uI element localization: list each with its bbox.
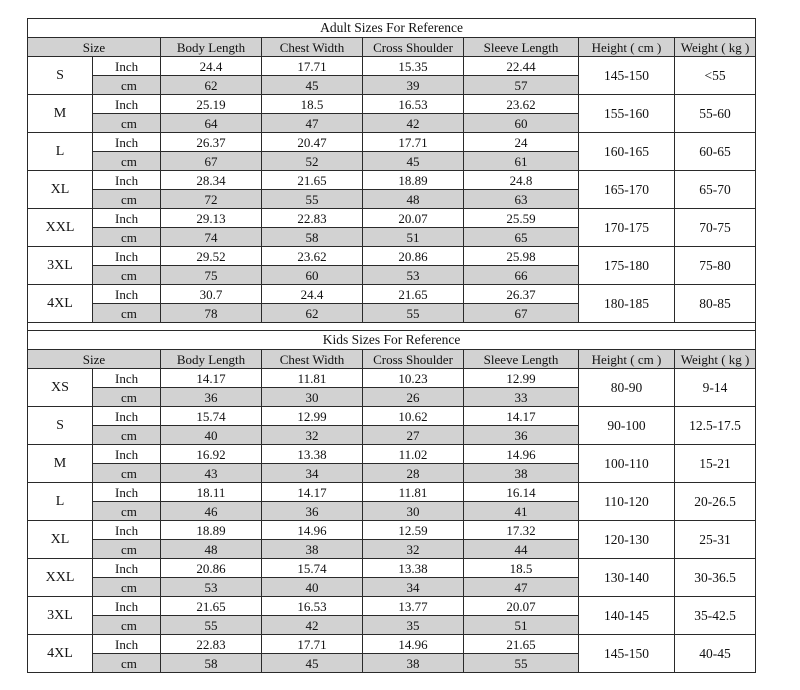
weight-range: 25-31 (675, 521, 756, 559)
unit-inch-label: Inch (93, 285, 161, 304)
inch-value: 17.71 (262, 635, 363, 654)
inch-value: 23.62 (464, 95, 579, 114)
cm-value: 36 (262, 502, 363, 521)
table-row-inch (28, 635, 756, 654)
unit-cm-label: cm (93, 426, 161, 445)
header-body-length: Body Length (161, 350, 262, 369)
cm-value: 58 (262, 228, 363, 247)
weight-range: 60-65 (675, 133, 756, 171)
cm-value: 60 (464, 114, 579, 133)
header-height: Height ( cm ) (579, 38, 675, 57)
weight-range: <55 (675, 57, 756, 95)
cm-value: 45 (262, 76, 363, 95)
cm-value: 72 (161, 190, 262, 209)
cm-value: 33 (464, 388, 579, 407)
height-range: 90-100 (579, 407, 675, 445)
cm-value: 45 (363, 152, 464, 171)
inch-value: 18.11 (161, 483, 262, 502)
size-label: M (28, 95, 93, 133)
header-size: Size (28, 38, 161, 57)
unit-cm-label: cm (93, 578, 161, 597)
inch-value: 15.74 (161, 407, 262, 426)
header-chest-width: Chest Width (262, 38, 363, 57)
cm-value: 64 (161, 114, 262, 133)
unit-cm-label: cm (93, 304, 161, 323)
inch-value: 11.81 (262, 369, 363, 388)
inch-value: 16.53 (363, 95, 464, 114)
inch-value: 29.52 (161, 247, 262, 266)
inch-value: 20.07 (363, 209, 464, 228)
cm-value: 28 (363, 464, 464, 483)
header-row (28, 350, 756, 369)
cm-value: 51 (363, 228, 464, 247)
size-label: 3XL (28, 597, 93, 635)
inch-value: 20.47 (262, 133, 363, 152)
unit-inch-label: Inch (93, 597, 161, 616)
cm-value: 47 (464, 578, 579, 597)
cm-value: 30 (262, 388, 363, 407)
height-range: 155-160 (579, 95, 675, 133)
header-cross-shoulder: Cross Shoulder (363, 350, 464, 369)
inch-value: 26.37 (464, 285, 579, 304)
inch-value: 11.02 (363, 445, 464, 464)
inch-value: 12.99 (262, 407, 363, 426)
size-label: XS (28, 369, 93, 407)
weight-range: 80-85 (675, 285, 756, 323)
unit-inch-label: Inch (93, 369, 161, 388)
cm-value: 39 (363, 76, 464, 95)
weight-range: 12.5-17.5 (675, 407, 756, 445)
inch-value: 22.83 (161, 635, 262, 654)
table-row-inch (28, 407, 756, 426)
inch-value: 16.53 (262, 597, 363, 616)
cm-value: 74 (161, 228, 262, 247)
size-label: XXL (28, 209, 93, 247)
unit-cm-label: cm (93, 502, 161, 521)
inch-value: 14.17 (262, 483, 363, 502)
inch-value: 30.7 (161, 285, 262, 304)
size-label: L (28, 483, 93, 521)
cm-value: 52 (262, 152, 363, 171)
unit-cm-label: cm (93, 540, 161, 559)
unit-inch-label: Inch (93, 95, 161, 114)
cm-value: 44 (464, 540, 579, 559)
inch-value: 13.38 (262, 445, 363, 464)
unit-inch-label: Inch (93, 171, 161, 190)
height-range: 140-145 (579, 597, 675, 635)
weight-range: 70-75 (675, 209, 756, 247)
inch-value: 26.37 (161, 133, 262, 152)
cm-value: 42 (262, 616, 363, 635)
size-label: XXL (28, 559, 93, 597)
unit-inch-label: Inch (93, 635, 161, 654)
size-label: XL (28, 521, 93, 559)
inch-value: 21.65 (262, 171, 363, 190)
cm-value: 40 (161, 426, 262, 445)
inch-value: 14.17 (464, 407, 579, 426)
header-sleeve-length: Sleeve Length (464, 350, 579, 369)
weight-range: 35-42.5 (675, 597, 756, 635)
header-body-length: Body Length (161, 38, 262, 57)
cm-value: 27 (363, 426, 464, 445)
table-row-inch (28, 597, 756, 616)
cm-value: 47 (262, 114, 363, 133)
cm-value: 55 (161, 616, 262, 635)
header-weight: Weight ( kg ) (675, 38, 756, 57)
unit-cm-label: cm (93, 228, 161, 247)
weight-range: 20-26.5 (675, 483, 756, 521)
inch-value: 21.65 (161, 597, 262, 616)
inch-value: 21.65 (363, 285, 464, 304)
inch-value: 21.65 (464, 635, 579, 654)
cm-value: 61 (464, 152, 579, 171)
cm-value: 75 (161, 266, 262, 285)
table-row-inch (28, 247, 756, 266)
cm-value: 34 (363, 578, 464, 597)
height-range: 145-150 (579, 57, 675, 95)
size-label: L (28, 133, 93, 171)
size-label: 4XL (28, 285, 93, 323)
inch-value: 28.34 (161, 171, 262, 190)
inch-value: 13.77 (363, 597, 464, 616)
height-range: 175-180 (579, 247, 675, 285)
size-chart (27, 18, 755, 673)
inch-value: 13.38 (363, 559, 464, 578)
header-size: Size (28, 350, 161, 369)
unit-inch-label: Inch (93, 133, 161, 152)
cm-value: 62 (161, 76, 262, 95)
unit-inch-label: Inch (93, 445, 161, 464)
table-row-inch (28, 285, 756, 304)
weight-range: 15-21 (675, 445, 756, 483)
inch-value: 24.4 (161, 57, 262, 76)
cm-value: 36 (161, 388, 262, 407)
inch-value: 23.62 (262, 247, 363, 266)
height-range: 170-175 (579, 209, 675, 247)
inch-value: 18.89 (161, 521, 262, 540)
cm-value: 34 (262, 464, 363, 483)
height-range: 165-170 (579, 171, 675, 209)
table-row-inch (28, 483, 756, 502)
cm-value: 26 (363, 388, 464, 407)
cm-value: 48 (161, 540, 262, 559)
table-row-inch (28, 445, 756, 464)
weight-range: 9-14 (675, 369, 756, 407)
cm-value: 67 (161, 152, 262, 171)
height-range: 130-140 (579, 559, 675, 597)
unit-inch-label: Inch (93, 57, 161, 76)
unit-inch-label: Inch (93, 559, 161, 578)
inch-value: 10.23 (363, 369, 464, 388)
inch-value: 22.83 (262, 209, 363, 228)
unit-cm-label: cm (93, 76, 161, 95)
table-row-inch (28, 521, 756, 540)
cm-value: 66 (464, 266, 579, 285)
table-row-inch (28, 57, 756, 76)
cm-value: 53 (161, 578, 262, 597)
section-title-row (28, 331, 756, 350)
inch-value: 17.32 (464, 521, 579, 540)
cm-value: 40 (262, 578, 363, 597)
inch-value: 18.5 (262, 95, 363, 114)
cm-value: 53 (363, 266, 464, 285)
cm-value: 55 (464, 654, 579, 673)
height-range: 145-150 (579, 635, 675, 673)
inch-value: 20.07 (464, 597, 579, 616)
header-chest-width: Chest Width (262, 350, 363, 369)
cm-value: 63 (464, 190, 579, 209)
cm-value: 38 (464, 464, 579, 483)
inch-value: 16.92 (161, 445, 262, 464)
unit-cm-label: cm (93, 114, 161, 133)
inch-value: 16.14 (464, 483, 579, 502)
inch-value: 20.86 (363, 247, 464, 266)
section-title-row (28, 19, 756, 38)
unit-cm-label: cm (93, 464, 161, 483)
cm-value: 42 (363, 114, 464, 133)
header-height: Height ( cm ) (579, 350, 675, 369)
cm-value: 51 (464, 616, 579, 635)
cm-value: 36 (464, 426, 579, 445)
cm-value: 65 (464, 228, 579, 247)
cm-value: 32 (363, 540, 464, 559)
table-row-inch (28, 369, 756, 388)
size-label: M (28, 445, 93, 483)
header-cross-shoulder: Cross Shoulder (363, 38, 464, 57)
header-sleeve-length: Sleeve Length (464, 38, 579, 57)
header-row (28, 38, 756, 57)
unit-cm-label: cm (93, 266, 161, 285)
inch-value: 15.35 (363, 57, 464, 76)
size-label: S (28, 407, 93, 445)
weight-range: 30-36.5 (675, 559, 756, 597)
inch-value: 12.59 (363, 521, 464, 540)
inch-value: 10.62 (363, 407, 464, 426)
inch-value: 29.13 (161, 209, 262, 228)
unit-cm-label: cm (93, 654, 161, 673)
size-label: XL (28, 171, 93, 209)
cm-value: 67 (464, 304, 579, 323)
inch-value: 25.98 (464, 247, 579, 266)
inch-value: 12.99 (464, 369, 579, 388)
section-spacer (28, 323, 756, 331)
cm-value: 62 (262, 304, 363, 323)
inch-value: 24 (464, 133, 579, 152)
inch-value: 25.19 (161, 95, 262, 114)
inch-value: 15.74 (262, 559, 363, 578)
header-weight: Weight ( kg ) (675, 350, 756, 369)
unit-inch-label: Inch (93, 247, 161, 266)
inch-value: 22.44 (464, 57, 579, 76)
section-title: Kids Sizes For Reference (28, 331, 756, 350)
cm-value: 35 (363, 616, 464, 635)
table-row-inch (28, 95, 756, 114)
unit-cm-label: cm (93, 388, 161, 407)
table-row-inch (28, 133, 756, 152)
cm-value: 45 (262, 654, 363, 673)
unit-cm-label: cm (93, 616, 161, 635)
inch-value: 14.96 (464, 445, 579, 464)
inch-value: 24.8 (464, 171, 579, 190)
inch-value: 14.96 (262, 521, 363, 540)
size-chart-table (27, 18, 756, 673)
cm-value: 30 (363, 502, 464, 521)
inch-value: 17.71 (262, 57, 363, 76)
inch-value: 17.71 (363, 133, 464, 152)
section-title: Adult Sizes For Reference (28, 19, 756, 38)
size-label: 4XL (28, 635, 93, 673)
unit-inch-label: Inch (93, 521, 161, 540)
cm-value: 57 (464, 76, 579, 95)
table-row-inch (28, 209, 756, 228)
size-label: S (28, 57, 93, 95)
table-row-inch (28, 171, 756, 190)
cm-value: 78 (161, 304, 262, 323)
cm-value: 38 (262, 540, 363, 559)
cm-value: 58 (161, 654, 262, 673)
height-range: 180-185 (579, 285, 675, 323)
inch-value: 18.89 (363, 171, 464, 190)
weight-range: 65-70 (675, 171, 756, 209)
inch-value: 14.96 (363, 635, 464, 654)
height-range: 100-110 (579, 445, 675, 483)
cm-value: 55 (262, 190, 363, 209)
weight-range: 40-45 (675, 635, 756, 673)
inch-value: 25.59 (464, 209, 579, 228)
inch-value: 14.17 (161, 369, 262, 388)
table-row-inch (28, 559, 756, 578)
inch-value: 24.4 (262, 285, 363, 304)
cm-value: 38 (363, 654, 464, 673)
unit-cm-label: cm (93, 190, 161, 209)
weight-range: 55-60 (675, 95, 756, 133)
inch-value: 18.5 (464, 559, 579, 578)
spacer-cell (28, 323, 756, 331)
weight-range: 75-80 (675, 247, 756, 285)
cm-value: 60 (262, 266, 363, 285)
unit-inch-label: Inch (93, 483, 161, 502)
height-range: 120-130 (579, 521, 675, 559)
cm-value: 43 (161, 464, 262, 483)
cm-value: 41 (464, 502, 579, 521)
unit-cm-label: cm (93, 152, 161, 171)
height-range: 110-120 (579, 483, 675, 521)
size-label: 3XL (28, 247, 93, 285)
cm-value: 32 (262, 426, 363, 445)
cm-value: 46 (161, 502, 262, 521)
height-range: 160-165 (579, 133, 675, 171)
unit-inch-label: Inch (93, 407, 161, 426)
cm-value: 55 (363, 304, 464, 323)
inch-value: 20.86 (161, 559, 262, 578)
unit-inch-label: Inch (93, 209, 161, 228)
cm-value: 48 (363, 190, 464, 209)
height-range: 80-90 (579, 369, 675, 407)
inch-value: 11.81 (363, 483, 464, 502)
